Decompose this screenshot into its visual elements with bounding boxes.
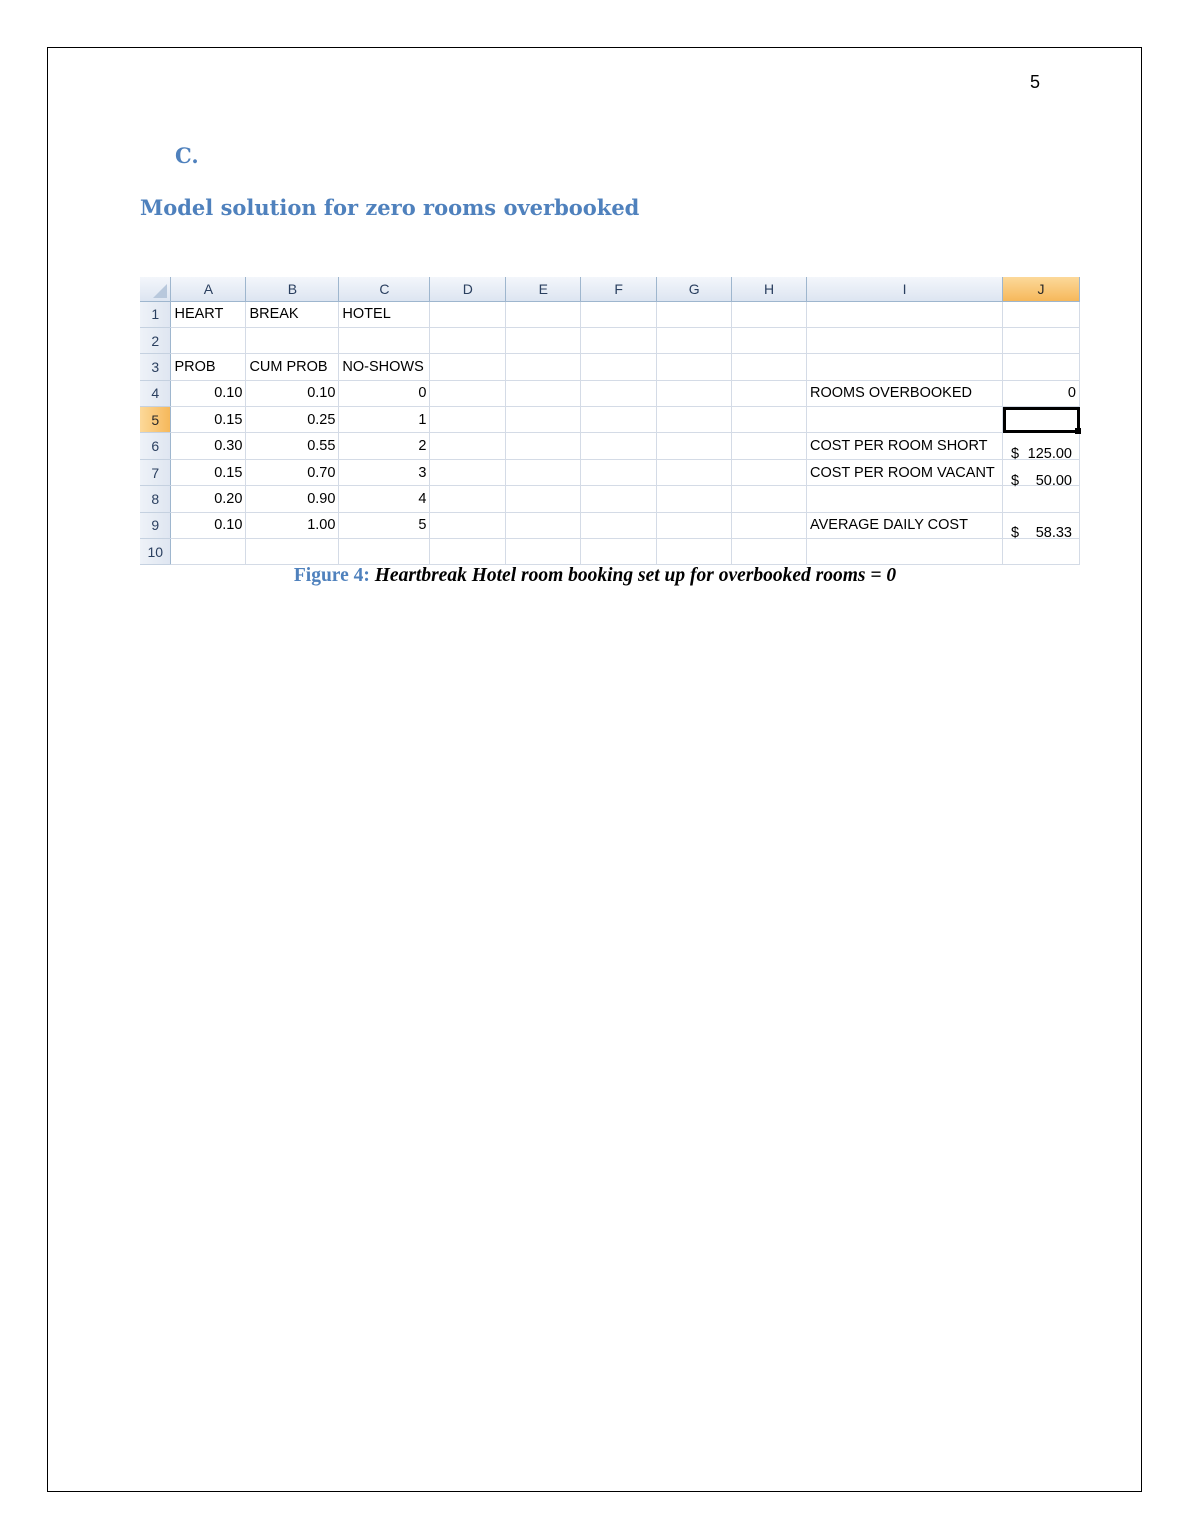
sheet-row bbox=[140, 433, 1080, 459]
cell-g[interactable] bbox=[657, 380, 732, 406]
sheet-row bbox=[140, 459, 1080, 485]
cell-e[interactable] bbox=[506, 407, 581, 433]
cell-j[interactable] bbox=[1003, 512, 1080, 542]
sheet-row bbox=[140, 407, 1080, 433]
cell-h[interactable] bbox=[732, 327, 807, 353]
cell-h[interactable] bbox=[732, 354, 807, 380]
cell-i[interactable] bbox=[807, 301, 1003, 327]
cell-b[interactable] bbox=[246, 539, 339, 565]
cell-h[interactable] bbox=[732, 512, 807, 538]
cell-a[interactable]: HEART bbox=[171, 301, 246, 327]
cell-b[interactable]: CUM PROB bbox=[246, 354, 339, 380]
figure-caption-text: Heartbreak Hotel room booking set up for overbooked rooms = 0 bbox=[374, 565, 897, 586]
row-header[interactable]: 4 bbox=[140, 380, 171, 406]
cell-j[interactable] bbox=[1003, 433, 1080, 463]
section-letter: C. bbox=[175, 143, 199, 168]
cell-h[interactable] bbox=[732, 407, 807, 433]
cell-g[interactable] bbox=[657, 301, 732, 327]
cell-g[interactable] bbox=[657, 486, 732, 512]
cell-g[interactable] bbox=[657, 354, 732, 380]
cell-f[interactable] bbox=[581, 301, 657, 327]
cell-i[interactable] bbox=[807, 407, 1003, 433]
cell-e[interactable] bbox=[506, 486, 581, 512]
cell-a[interactable]: 0.30 bbox=[171, 433, 246, 459]
cell-f[interactable] bbox=[581, 327, 657, 353]
cell-h[interactable] bbox=[732, 301, 807, 327]
cell-f[interactable] bbox=[581, 512, 657, 538]
sheet-row bbox=[140, 327, 1080, 353]
column-header-g[interactable]: G bbox=[657, 277, 732, 301]
cell-i[interactable] bbox=[807, 539, 1003, 565]
cell-e[interactable] bbox=[506, 433, 581, 459]
cell-d[interactable] bbox=[430, 539, 506, 565]
cell-a[interactable]: 0.15 bbox=[171, 459, 246, 485]
column-header-c[interactable]: C bbox=[339, 277, 430, 301]
cell-h[interactable] bbox=[732, 433, 807, 459]
cell-d[interactable] bbox=[430, 327, 506, 353]
cell-c[interactable]: 3 bbox=[339, 459, 430, 485]
cell-a[interactable]: 0.15 bbox=[171, 407, 246, 433]
row-header[interactable]: 8 bbox=[140, 486, 171, 512]
cell-j[interactable] bbox=[1003, 301, 1080, 327]
cell-g[interactable] bbox=[657, 512, 732, 538]
cell-f[interactable] bbox=[581, 433, 657, 459]
cell-c[interactable]: 4 bbox=[339, 486, 430, 512]
sheet-row bbox=[140, 354, 1080, 380]
cell-a[interactable]: 0.10 bbox=[171, 380, 246, 406]
cell-b[interactable]: 0.25 bbox=[246, 407, 339, 433]
cell-e[interactable] bbox=[506, 380, 581, 406]
cell-a[interactable] bbox=[171, 539, 246, 565]
page-border bbox=[47, 47, 1142, 1492]
currency-amount: 58.33 bbox=[1035, 525, 1072, 542]
row-header[interactable]: 10 bbox=[140, 539, 171, 565]
cell-a[interactable]: 0.20 bbox=[171, 486, 246, 512]
cell-j[interactable] bbox=[1003, 327, 1080, 353]
cell-h[interactable] bbox=[732, 539, 807, 565]
column-header-f[interactable]: F bbox=[581, 277, 657, 301]
cell-h[interactable] bbox=[732, 486, 807, 512]
cell-f[interactable] bbox=[581, 486, 657, 512]
column-header-d[interactable]: D bbox=[430, 277, 506, 301]
currency-amount: 125.00 bbox=[1027, 446, 1072, 463]
column-header-i[interactable]: I bbox=[807, 277, 1003, 301]
row-header[interactable]: 2 bbox=[140, 327, 171, 353]
figure-caption bbox=[0, 565, 1190, 587]
cell-j[interactable] bbox=[1003, 539, 1080, 565]
sheet-row bbox=[140, 512, 1080, 538]
cell-h[interactable] bbox=[732, 459, 807, 485]
cell-g[interactable] bbox=[657, 433, 732, 459]
column-header-b[interactable]: B bbox=[246, 277, 339, 301]
cell-b[interactable] bbox=[246, 327, 339, 353]
cell-g[interactable] bbox=[657, 539, 732, 565]
column-header-j[interactable]: J bbox=[1003, 277, 1080, 301]
sheet-row bbox=[140, 301, 1080, 327]
cell-f[interactable] bbox=[581, 459, 657, 485]
cell-c[interactable]: 0 bbox=[339, 380, 430, 406]
cell-b[interactable]: 0.55 bbox=[246, 433, 339, 459]
cell-f[interactable] bbox=[581, 539, 657, 565]
cell-d[interactable] bbox=[430, 407, 506, 433]
row-header[interactable]: 5 bbox=[140, 407, 171, 433]
currency-amount: 50.00 bbox=[1035, 472, 1072, 489]
row-header[interactable]: 9 bbox=[140, 512, 171, 538]
cell-a[interactable]: 0.10 bbox=[171, 512, 246, 538]
cell-d[interactable] bbox=[430, 354, 506, 380]
column-header-h[interactable]: H bbox=[732, 277, 807, 301]
cell-e[interactable] bbox=[506, 301, 581, 327]
cell-f[interactable] bbox=[581, 380, 657, 406]
cell-b[interactable]: 0.10 bbox=[246, 380, 339, 406]
cell-d[interactable] bbox=[430, 512, 506, 538]
cell-d[interactable] bbox=[430, 380, 506, 406]
row-header[interactable]: 1 bbox=[140, 301, 171, 327]
cell-i[interactable] bbox=[807, 327, 1003, 353]
cell-d[interactable] bbox=[430, 433, 506, 459]
column-header-a[interactable]: A bbox=[171, 277, 246, 301]
cell-i[interactable] bbox=[807, 354, 1003, 380]
cell-i[interactable]: AVERAGE DAILY COST bbox=[807, 512, 1003, 538]
cell-d[interactable] bbox=[430, 486, 506, 512]
cell-j[interactable] bbox=[1003, 459, 1080, 489]
section-heading: Model solution for zero rooms overbooked bbox=[140, 195, 640, 220]
cell-e[interactable] bbox=[506, 327, 581, 353]
spreadsheet-grid bbox=[140, 277, 1080, 565]
cell-g[interactable] bbox=[657, 459, 732, 485]
selected-cell-j[interactable] bbox=[1003, 407, 1080, 433]
cell-i[interactable]: ROOMS OVERBOOKED bbox=[807, 380, 1003, 406]
cell-c[interactable]: 2 bbox=[339, 433, 430, 459]
cell-f[interactable] bbox=[581, 354, 657, 380]
cell-d[interactable] bbox=[430, 301, 506, 327]
page-number: 5 bbox=[1030, 72, 1041, 92]
sheet-row bbox=[140, 380, 1080, 406]
spreadsheet-screenshot bbox=[140, 277, 1080, 560]
cell-b[interactable]: 0.90 bbox=[246, 486, 339, 512]
cell-h[interactable] bbox=[732, 380, 807, 406]
sheet-row bbox=[140, 486, 1080, 512]
cell-e[interactable] bbox=[506, 459, 581, 485]
cell-c[interactable]: HOTEL bbox=[339, 301, 430, 327]
column-header-row bbox=[140, 277, 1080, 301]
cell-j[interactable] bbox=[1003, 354, 1080, 380]
cell-a[interactable]: PROB bbox=[171, 354, 246, 380]
cell-e[interactable] bbox=[506, 512, 581, 538]
cell-e[interactable] bbox=[506, 354, 581, 380]
cell-c[interactable] bbox=[339, 539, 430, 565]
cell-e[interactable] bbox=[506, 539, 581, 565]
row-header[interactable]: 7 bbox=[140, 459, 171, 485]
cell-c[interactable] bbox=[339, 327, 430, 353]
cell-i[interactable] bbox=[807, 486, 1003, 512]
cell-f[interactable] bbox=[581, 407, 657, 433]
cell-b[interactable]: BREAK bbox=[246, 301, 339, 327]
cell-i[interactable]: COST PER ROOM SHORT bbox=[807, 433, 1003, 459]
currency-symbol: $ bbox=[1011, 446, 1020, 463]
cell-i[interactable]: COST PER ROOM VACANT bbox=[807, 459, 1003, 485]
cell-b[interactable]: 0.70 bbox=[246, 459, 339, 485]
row-header[interactable]: 6 bbox=[140, 433, 171, 459]
figure-label: Figure 4: bbox=[293, 565, 370, 586]
cell-a[interactable] bbox=[171, 327, 246, 353]
cell-c[interactable]: 5 bbox=[339, 512, 430, 538]
currency-symbol: $ bbox=[1011, 525, 1020, 542]
cell-b[interactable]: 1.00 bbox=[246, 512, 339, 538]
row-header[interactable]: 3 bbox=[140, 354, 171, 380]
cell-g[interactable] bbox=[657, 407, 732, 433]
cell-g[interactable] bbox=[657, 327, 732, 353]
cell-d[interactable] bbox=[430, 459, 506, 485]
cell-j[interactable] bbox=[1003, 486, 1080, 512]
currency-symbol: $ bbox=[1011, 472, 1020, 489]
sheet-row bbox=[140, 539, 1080, 565]
cell-j[interactable]: 0 bbox=[1003, 380, 1080, 406]
column-header-e[interactable]: E bbox=[506, 277, 581, 301]
select-all-corner[interactable] bbox=[140, 277, 171, 301]
cell-c[interactable]: NO-SHOWS bbox=[339, 354, 430, 380]
cell-c[interactable]: 1 bbox=[339, 407, 430, 433]
